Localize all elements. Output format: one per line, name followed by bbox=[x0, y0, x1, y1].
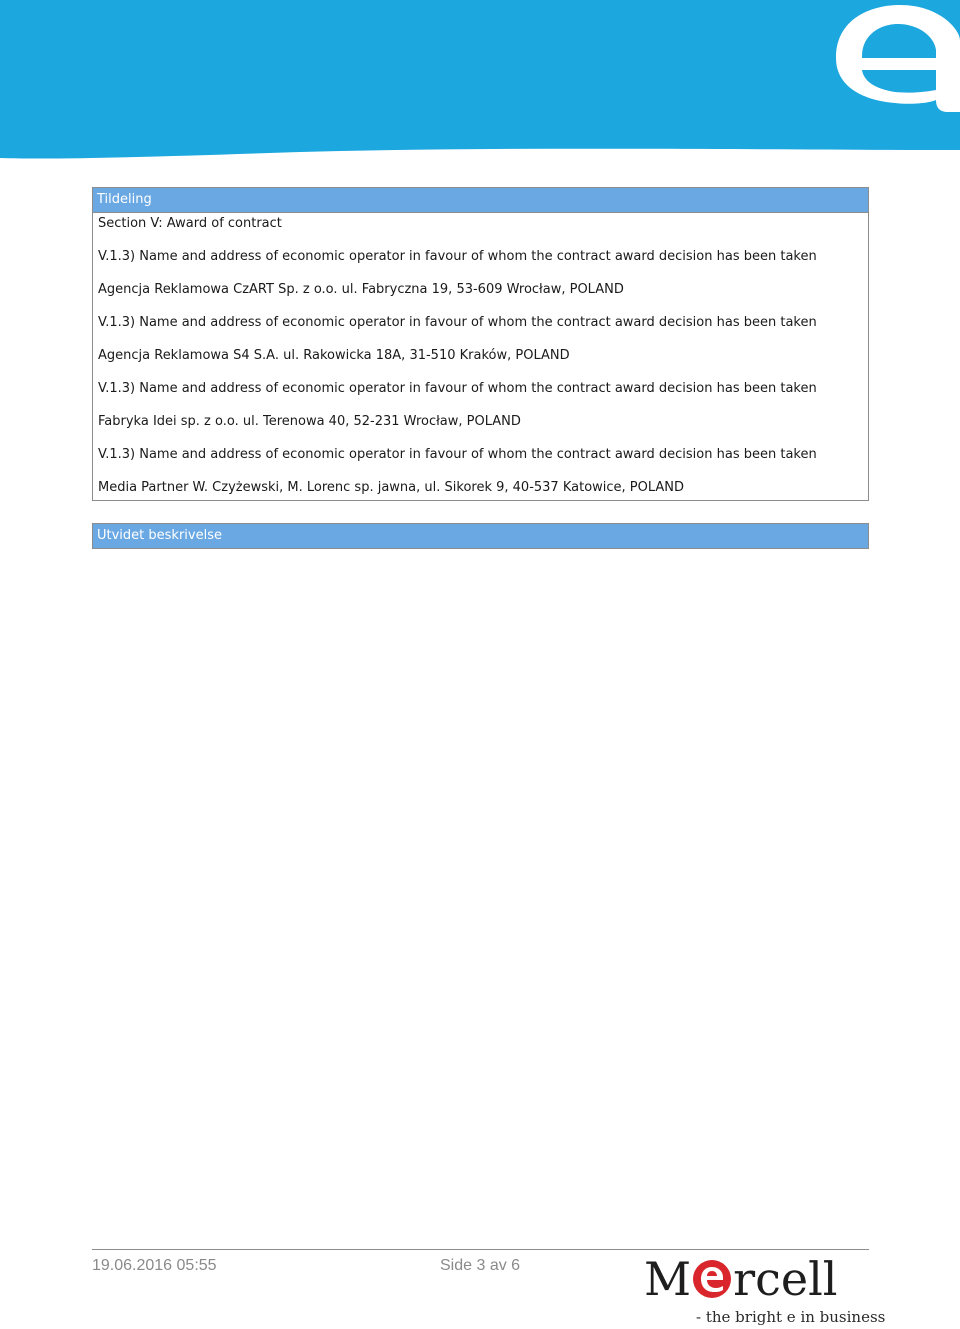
logo-letters-rcell: rcell bbox=[733, 1252, 838, 1306]
award-line: V.1.3) Name and address of economic operator in favour of whom the contract award decision has been taken bbox=[98, 381, 817, 396]
award-line: V.1.3) Name and address of economic operator in favour of whom the contract award decision has been taken bbox=[98, 447, 817, 462]
footer-divider bbox=[92, 1249, 869, 1250]
mercell-logo bbox=[644, 1252, 886, 1328]
award-section-title: Tildeling bbox=[93, 188, 868, 213]
footer-timestamp: 19.06.2016 05:55 bbox=[92, 1257, 217, 1274]
award-line: Section V: Award of contract bbox=[98, 216, 282, 231]
footer-page-number: Side 3 av 6 bbox=[440, 1257, 521, 1274]
header-wave-graphic bbox=[0, 0, 960, 165]
award-line: V.1.3) Name and address of economic operator in favour of whom the contract award decision has been taken bbox=[98, 315, 817, 330]
award-line: V.1.3) Name and address of economic operator in favour of whom the contract award decision has been taken bbox=[98, 249, 817, 264]
header-banner bbox=[0, 0, 960, 165]
logo-red-e-icon bbox=[692, 1259, 732, 1299]
award-line: Agencja Reklamowa S4 S.A. ul. Rakowicka 18A, 31-510 Kraków, POLAND bbox=[98, 348, 570, 363]
logo-tagline: - the bright e in business bbox=[696, 1308, 886, 1326]
extended-description-section bbox=[92, 523, 869, 549]
award-line: Media Partner W. Czyżewski, M. Lorenc sp. jawna, ul. Sikorek 9, 40-537 Katowice, POLAND bbox=[98, 480, 685, 495]
logo-letter-m: M bbox=[644, 1252, 692, 1306]
extended-description-title: Utvidet beskrivelse bbox=[93, 524, 868, 548]
award-section bbox=[92, 187, 869, 501]
award-line: Agencja Reklamowa CzART Sp. z o.o. ul. Fabryczna 19, 53-609 Wrocław, POLAND bbox=[98, 282, 624, 297]
logo-wordmark bbox=[644, 1252, 838, 1306]
award-line: Fabryka Idei sp. z o.o. ul. Terenowa 40, 52-231 Wrocław, POLAND bbox=[98, 414, 521, 429]
